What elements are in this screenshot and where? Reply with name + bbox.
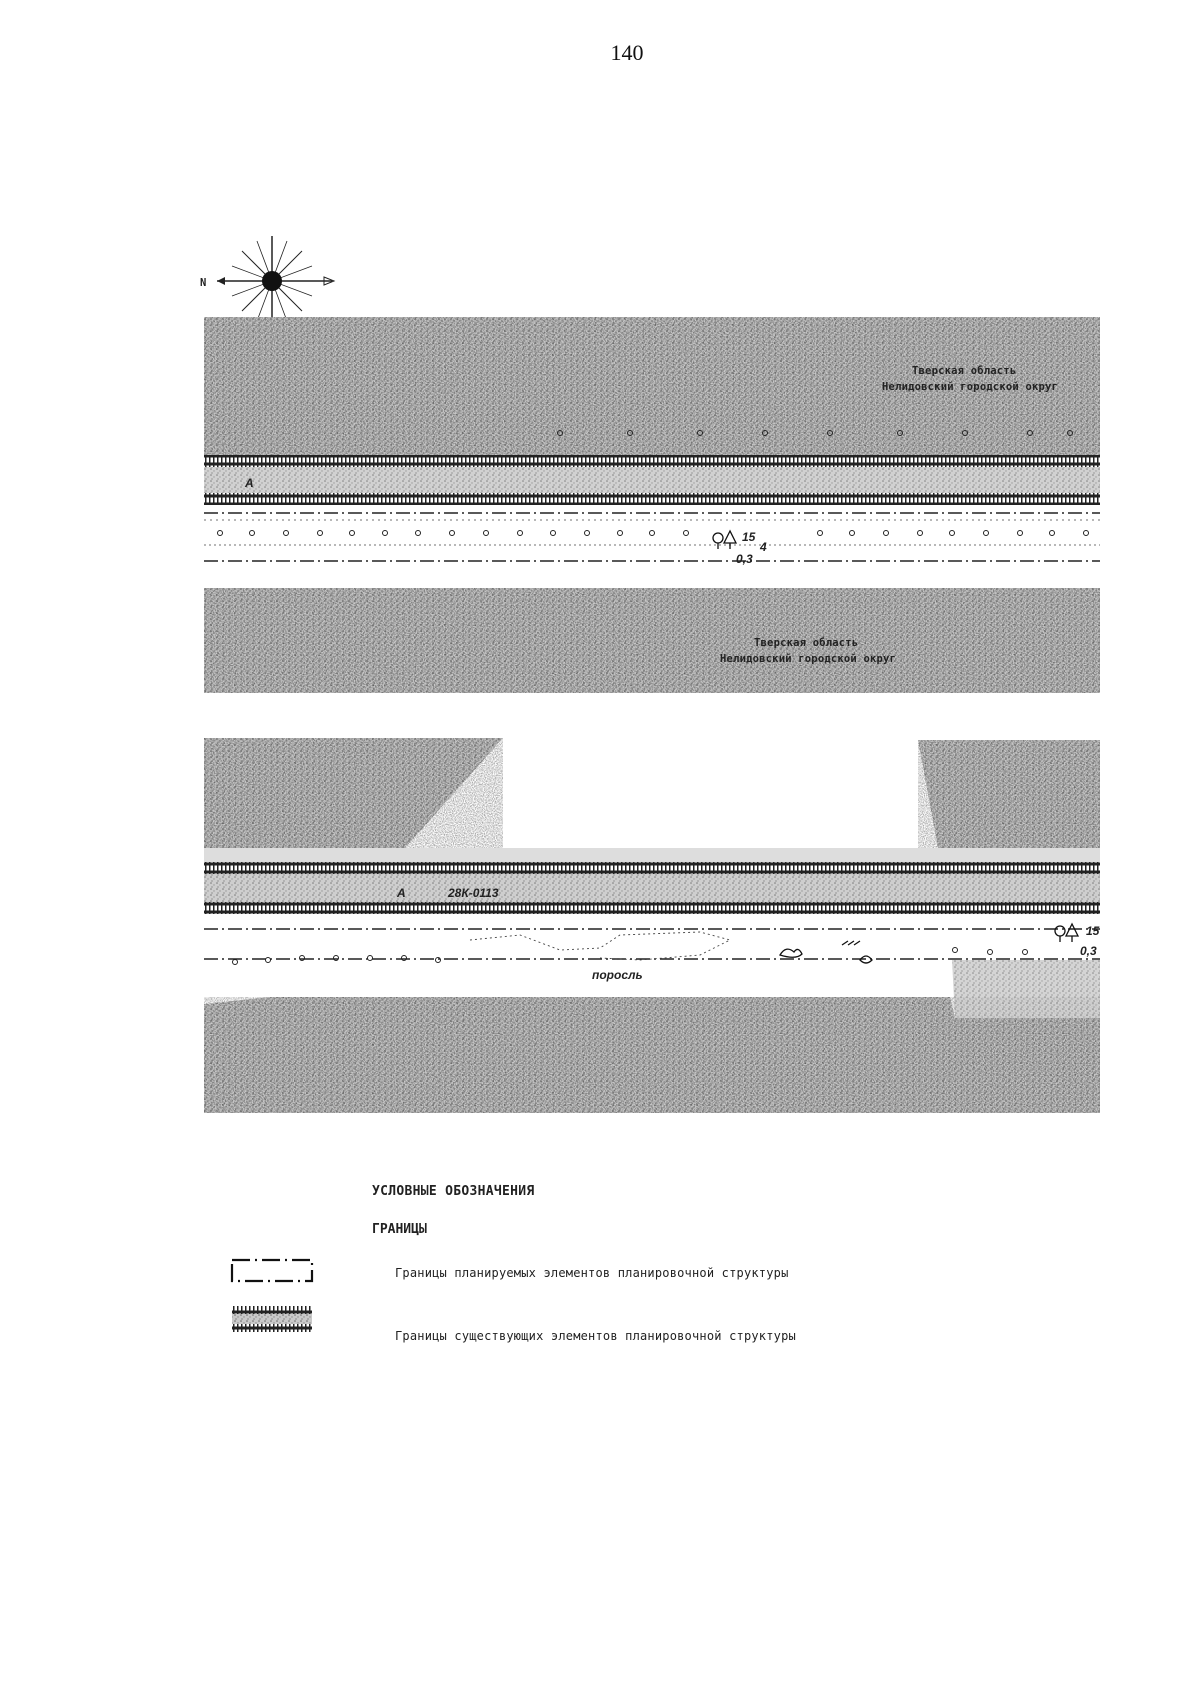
region-label-top-line2: Нелидовский городской округ <box>882 381 1059 393</box>
tree-symbol-bottom-icon <box>1055 924 1078 942</box>
dash-dot-rectangle-icon <box>232 1260 312 1281</box>
region-label-middle-line2: Нелидовский городской округ <box>720 653 897 665</box>
hatched-band-icon <box>232 1306 312 1332</box>
page-number: 140 <box>610 40 644 65</box>
tree-symbol-icon <box>713 531 736 549</box>
region-label-middle-line1: Тверская область <box>754 637 859 649</box>
tree-sub-top: 4 <box>760 540 767 554</box>
tree-value-top: 0,3 <box>736 552 753 566</box>
legend-item-planned-borders: Границы планируемых элементов планировочной структуры <box>395 1266 789 1280</box>
vegetation-label: поросль <box>592 968 643 982</box>
tree-number-bottom: 15 <box>1086 924 1100 938</box>
map-frame-top <box>204 317 1100 561</box>
map-frame-middle <box>204 588 1100 693</box>
region-label-top-line1: Тверская область <box>912 365 1017 377</box>
compass-north-label: N <box>200 277 207 289</box>
road-letter-top: А <box>245 476 254 490</box>
road-code-label: 28К-0113 <box>448 886 499 900</box>
map-frame-bottom <box>204 738 1100 1113</box>
tree-number-top: 15 <box>742 530 756 544</box>
legend-section-borders: ГРАНИЦЫ <box>372 1222 427 1237</box>
compass-rose-icon <box>217 236 334 331</box>
legend-item-existing-borders: Границы существующих элементов планировочной структуры <box>395 1329 796 1343</box>
legend-title: УСЛОВНЫЕ ОБОЗНАЧЕНИЯ <box>372 1184 535 1199</box>
tree-value-bottom: 0,3 <box>1080 944 1097 958</box>
road-letter-bottom: А <box>397 886 406 900</box>
roadside-markers-bottom <box>233 948 1028 965</box>
